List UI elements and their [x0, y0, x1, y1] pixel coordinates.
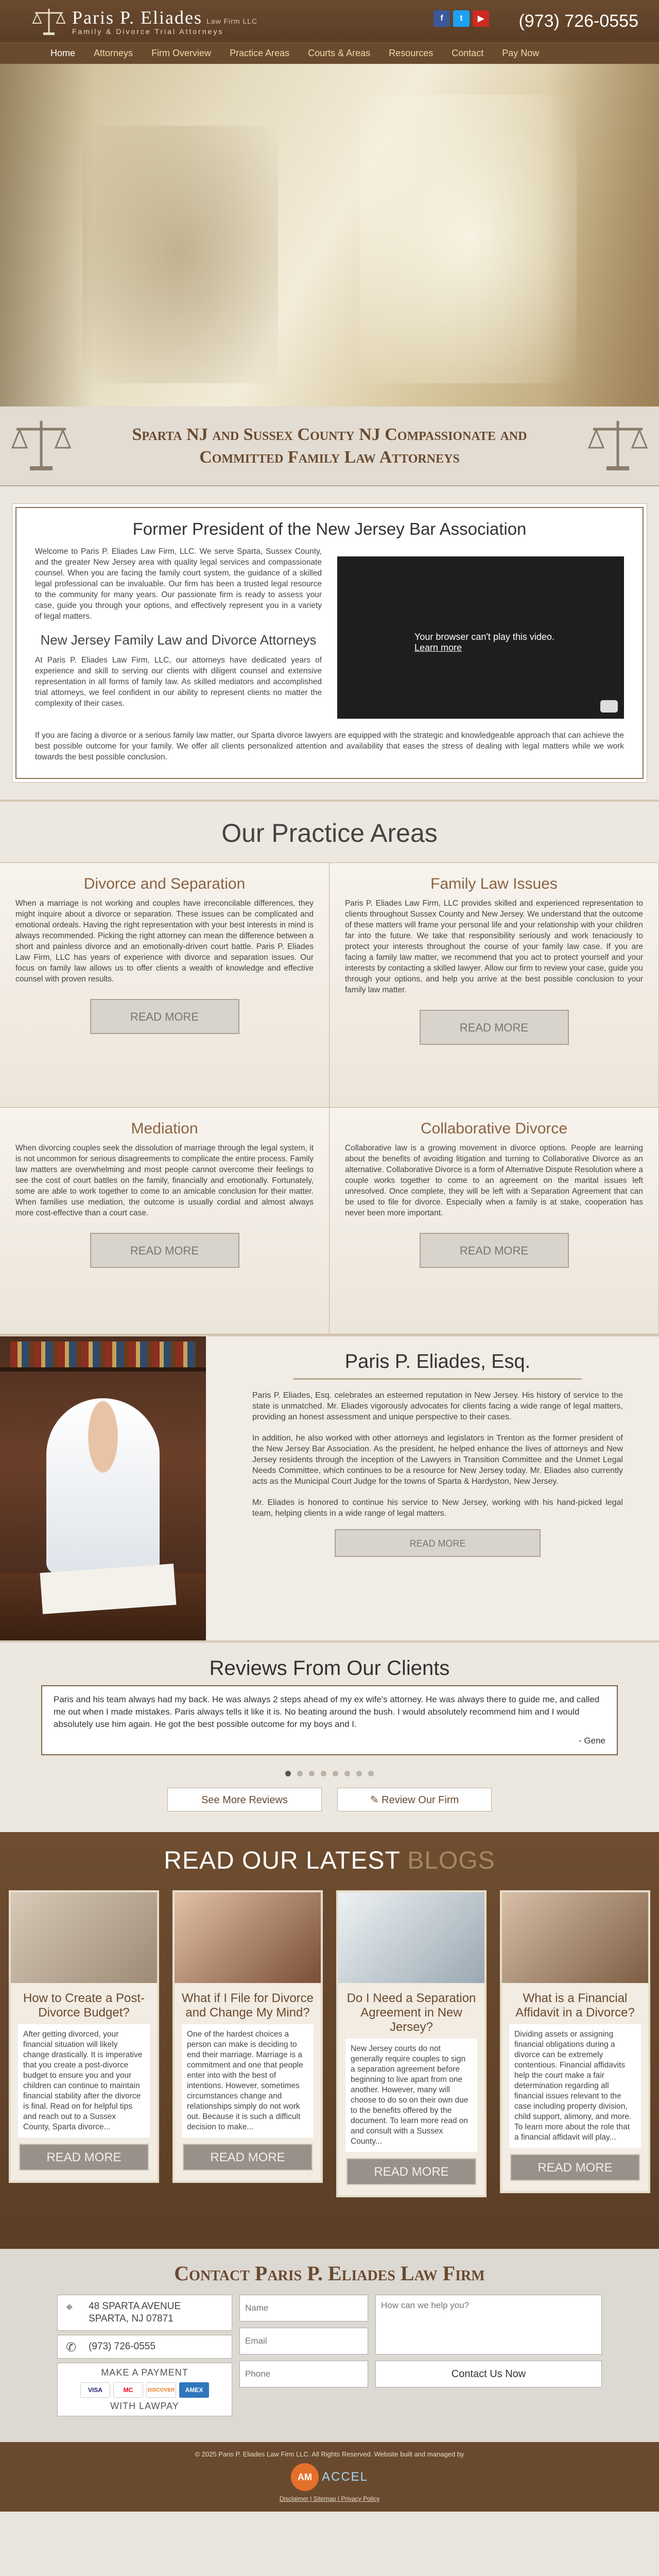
practice-area-title[interactable]: Family Law Issues — [430, 875, 558, 892]
practice-area-title[interactable]: Collaborative Divorce — [420, 1120, 568, 1137]
attorney-section — [0, 1334, 659, 1642]
carousel-dot[interactable] — [285, 1771, 291, 1776]
blog-excerpt: Dividing assets or assigning financial obligations during a divorce can be extremely contentious. Financial affidavits help the court make a fair determination regarding all financial issues relevant to the case including property division, child support, alimony, and more. To learn more about the role that a financial affidavit will play... — [509, 2024, 641, 2148]
blog-excerpt: One of the hardest choices a person can make is deciding to end their marriage. Marriage is a commitment and one that people enter into with the best of intentions. However, sometimes circumstances change and relationships simply do not work out. Because it is such a difficult decision to make... — [182, 2024, 314, 2138]
nav-practice-areas[interactable]: Practice Areas — [230, 48, 290, 58]
carousel-dot[interactable] — [368, 1771, 374, 1776]
firm-name: Paris P. Eliades — [72, 7, 202, 28]
blog-card — [500, 1890, 650, 2193]
review-our-firm-button[interactable] — [337, 1788, 492, 1811]
blog-card — [172, 1890, 323, 2183]
video-player[interactable] — [337, 556, 624, 719]
payment-box[interactable] — [57, 2363, 232, 2416]
youtube-icon[interactable] — [600, 700, 618, 713]
carousel-dots — [0, 1771, 659, 1776]
blog-read-more-button[interactable]: READ MORE — [19, 2144, 149, 2171]
blog-title[interactable]: What is a Financial Affidavit in a Divorce? — [515, 1991, 635, 2020]
intro-paragraph: At Paris P. Eliades Law Firm, LLC, our attorneys have dedicated years of experience and skill to serving our clients with diligent counsel and extensive representation in all forms of family law. As skilled mediators and accomplished trial attorneys, we feel confident in our ability to represent clients no matter the complexity of their cases. — [35, 656, 322, 708]
map-pin-icon: ⌖ — [66, 2300, 73, 2314]
see-more-reviews-button[interactable]: See More Reviews — [167, 1788, 322, 1811]
nav-home[interactable]: Home — [50, 48, 76, 58]
intro-subheading: New Jersey Family Law and Divorce Attorneys — [40, 632, 317, 648]
practice-area-title[interactable]: Divorce and Separation — [83, 875, 246, 892]
practice-area-text: Collaborative law is a growing movement in divorce options. People are learning about the benefits of avoiding litigation and turning to Collaborative Divorce as an alternative. Collaborative Divorce is a form of Alternative Dispute Resolution where a couple works together to come to an agreement on the marital issues left unresolved. Once complete, they will be left with a Separation Agreement that can be used to file for divorce. Especially when a family is at stake, cooperation has never been more important. — [345, 1144, 643, 1217]
practice-area-text: When a marriage is not working and couples have irreconcilable differences, they might inquire about a divorce or separation. These issues can be complicated and emotional ordeals. Having the right representation with your best interests in mind is always recommended. Picking the right attorney can mean the difference between a short and painless divorce and an emotionally-driven court battle. Paris P. Eliades Law Firm, LLC has years of experience with divorce and separation issues. Our focus on family law allows us to offer clients a wealth of knowledge and effective counsel with proven results. — [15, 899, 314, 984]
blogs-title — [0, 1846, 659, 1875]
payment-title: MAKE A PAYMENT — [101, 2367, 188, 2378]
amex-icon: AMEX — [179, 2382, 209, 2398]
attorney-bio: Paris P. Eliades, Esq. celebrates an esteemed reputation in New Jersey. His history of service to the state is unmatched. Mr. Eliades vigorously advocates for clients facing a wide range of legal matters, providing an honest assessment and unique perspective to their cases. — [252, 1391, 623, 1421]
email-input[interactable] — [239, 2328, 368, 2354]
phone-box[interactable] — [57, 2335, 232, 2359]
blogs-title-b: BLOGS — [407, 1847, 495, 1874]
scales-of-justice-icon — [10, 417, 72, 473]
attorney-bio: In addition, he also worked with other attorneys and legislators in Trenton as the former president of the New Jersey Bar Association. As the president, he helped enhance the lives of attorneys and New Jersey residents through the inception of the Lawyers in Transition Committee and the Unmet Legal Needs Committee, which continues to be a resource for New Jersey today. Mr. Eliades also currently acts as the Municipal Court Judge for the towns of Sparta & Hardyston, New Jersey. — [252, 1434, 623, 1486]
blog-read-more-button[interactable]: READ MORE — [346, 2158, 476, 2185]
logo[interactable] — [31, 6, 257, 37]
nav-attorneys[interactable]: Attorneys — [94, 48, 133, 58]
nav-resources[interactable]: Resources — [389, 48, 433, 58]
copyright: © 2025 Paris P. Eliades Law Firm LLC. All Rights Reserved. Website built and managed by — [195, 2450, 464, 2458]
blog-read-more-button[interactable]: READ MORE — [510, 2154, 640, 2181]
hero-image — [0, 64, 659, 406]
site-header — [0, 0, 659, 42]
twitter-icon[interactable]: t — [453, 10, 470, 27]
review-text: Paris and his team always had my back. He was always 2 steps ahead of my ex wife's attorney. He was always there to guide me, and called me out when I made mistakes. Paris always tells it like it is. No beating around the bush. I would absolutely recommend him and I would absolutely use him again. He got the best possible outcome for my boys and I. — [54, 1694, 600, 1729]
am-logo: AM — [291, 2463, 319, 2491]
review-author: - Gene — [579, 1736, 605, 1745]
phone-input[interactable] — [239, 2361, 368, 2387]
practice-area-card — [0, 863, 330, 1108]
payment-subtitle: WITH LAWPAY — [110, 2401, 179, 2411]
facebook-icon[interactable]: f — [433, 10, 450, 27]
carousel-dot[interactable] — [333, 1771, 338, 1776]
blogs-section — [0, 1832, 659, 2249]
attorney-name: Paris P. Eliades, Esq. — [293, 1351, 582, 1380]
banner — [0, 406, 659, 486]
review-card — [41, 1685, 618, 1755]
practice-areas-grid — [0, 862, 659, 1334]
agency-logo[interactable] — [0, 2463, 659, 2491]
footer — [0, 2442, 659, 2512]
blog-excerpt: After getting divorced, your financial situation will likely change drastically. It is imperative that you create a post-divorce budget to ensure you and your children can continue to maintain financial stability after the divorce is final. Read on for helpful tips and reach out to a Sussex County, Sparta divorce... — [18, 2024, 150, 2138]
blogs-title-a: READ OUR LATEST — [164, 1847, 400, 1874]
address-box[interactable] — [57, 2295, 232, 2331]
address-line: 48 SPARTA AVENUE — [89, 2301, 181, 2312]
read-more-button[interactable]: READ MORE — [420, 1233, 569, 1268]
reviews-title: Reviews From Our Clients — [209, 1657, 450, 1680]
intro-heading: Former President of the New Jersey Bar Association — [132, 519, 527, 538]
intro-paragraph: Welcome to Paris P. Eliades Law Firm, LLC. We serve Sparta, Sussex County, and the greater New Jersey area with quality legal services and compassionate counsel. When you are facing the family court system, the guidance of a skilled legal professional can be invaluable. Our firm has been a trusted legal resource to the community for many years. Our passionate firm is ready to assess your case, guide you through your options, and effectively represent you in a variety of legal matters. — [35, 547, 322, 621]
banner-title: Sparta NJ and Sussex County NJ Compassionate and Committed Family Law Attorneys — [132, 425, 527, 467]
visa-icon: VISA — [80, 2382, 110, 2398]
video-learn-more-link[interactable]: Learn more — [414, 642, 462, 653]
blog-image[interactable] — [175, 1892, 321, 1983]
practice-area-card — [330, 863, 659, 1108]
practice-area-title[interactable]: Mediation — [131, 1120, 198, 1137]
mastercard-icon: MC — [113, 2382, 143, 2398]
firm-tagline: Family & Divorce Trial Attorneys — [72, 27, 224, 36]
intro-card — [15, 507, 644, 779]
blog-read-more-button[interactable]: READ MORE — [183, 2144, 313, 2171]
nav-courts-areas[interactable]: Courts & Areas — [308, 48, 371, 58]
practice-area-text: Paris P. Eliades Law Firm, LLC provides skilled and experienced representation to clients throughout Sussex County and New Jersey. We understand that the outcome of these matters will frame your personal life and your relationship with your children far into the future. We take that responsibility seriously and work tenaciously to protect your interests throughout the course of your family law case. If you are facing a family law matter, we recommend that you act to protect yourself and your interests by contacting a skilled lawyer. Allow our firm to review your case, guide you through your options, and help you arrive at the best possible conclusion to your family law matter. — [345, 899, 643, 994]
contact-submit-button[interactable]: Contact Us Now — [375, 2361, 602, 2387]
discover-icon: DISCOVER — [146, 2382, 176, 2398]
message-input[interactable] — [375, 2295, 602, 2354]
main-nav — [0, 42, 659, 64]
blog-title[interactable]: Do I Need a Separation Agreement in New Jersey? — [346, 1991, 476, 2034]
carousel-dot[interactable] — [297, 1771, 303, 1776]
contact-title: Contact Paris P. Eliades Law Firm — [174, 2262, 485, 2285]
contact-section — [0, 2249, 659, 2442]
phone-icon: ✆ — [66, 2341, 77, 2354]
contact-phone: (973) 726-0555 — [89, 2341, 155, 2352]
firm-suffix: Law Firm LLC — [206, 17, 258, 25]
attorney-bio: Mr. Eliades is honored to continue his service to New Jersey, working with his hand-picked legal team, helping clients in a wide range of legal matters. — [252, 1498, 623, 1518]
nav-pay-now[interactable]: Pay Now — [502, 48, 540, 58]
intro-paragraph: If you are facing a divorce or a serious family law matter, our Sparta divorce lawyers are equipped with the strategic and knowledgeable approach that can achieve the best possible outcome for your family. We offer all clients personalized attention and availability that eases the stress of dealing with legal matters while we work towards the best possible conclusion. — [35, 731, 624, 761]
practice-area-card — [330, 1108, 659, 1334]
blog-title[interactable]: What if I File for Divorce and Change My Mind? — [181, 1991, 314, 2020]
carousel-dot[interactable] — [344, 1771, 350, 1776]
read-more-button[interactable]: READ MORE — [420, 1010, 569, 1045]
practice-area-text: When divorcing couples seek the dissolution of marriage through the legal system, it is not uncommon for serious disagreements to complicate the entire process. Family law matters are overwhelming and most people cannot overcome their feelings to see the cost of court battles on the family, financially and emotionally. Fortunately, some are able to work together to come to an amicable conclusion for their matter. When families use mediation, the outcome is usually cordial and almost always more cost-effective than a court case. — [15, 1144, 314, 1217]
accel-logo: ACCEL — [321, 2470, 369, 2484]
blog-excerpt: New Jersey courts do not generally require couples to sign a separation agreement before beginning to live apart from one another. However, many will choose to do so on their own due to the benefits offered by the document. To learn more read on and consult with a Sussex County... — [345, 2039, 477, 2152]
footer-links[interactable]: Disclaimer | Sitemap | Privacy Policy — [279, 2495, 380, 2502]
edit-icon: ✎ — [370, 1794, 382, 1806]
carousel-dot[interactable] — [356, 1771, 362, 1776]
practice-areas-title: Our Practice Areas — [0, 800, 659, 862]
review-our-firm-label: Review Our Firm — [381, 1794, 459, 1806]
blog-image[interactable] — [502, 1892, 648, 1983]
blog-card — [9, 1890, 159, 2183]
reviews-section — [0, 1642, 659, 1832]
address-line: SPARTA, NJ 07871 — [89, 2313, 174, 2324]
youtube-icon[interactable]: ▶ — [473, 10, 489, 27]
video-message: Your browser can't play this video. — [414, 632, 554, 642]
attorney-read-more-button[interactable]: READ MORE — [335, 1529, 541, 1557]
header-phone[interactable]: (973) 726-0555 — [518, 11, 638, 31]
carousel-dot[interactable] — [321, 1771, 326, 1776]
carousel-dot[interactable] — [309, 1771, 315, 1776]
attorney-photo — [0, 1336, 206, 1640]
read-more-button[interactable]: READ MORE — [90, 999, 239, 1034]
blog-image[interactable] — [11, 1892, 157, 1983]
scales-of-justice-icon — [587, 417, 649, 473]
blog-title[interactable]: How to Create a Post-Divorce Budget? — [23, 1991, 145, 2020]
nav-contact[interactable]: Contact — [452, 48, 484, 58]
social-links — [433, 10, 489, 27]
blog-card — [336, 1890, 487, 2197]
nav-firm-overview[interactable]: Firm Overview — [151, 48, 212, 58]
read-more-button[interactable]: READ MORE — [90, 1233, 239, 1268]
blog-image[interactable] — [338, 1892, 484, 1983]
name-input[interactable] — [239, 2295, 368, 2321]
scales-of-justice-icon — [31, 6, 67, 37]
practice-area-card — [0, 1108, 330, 1334]
